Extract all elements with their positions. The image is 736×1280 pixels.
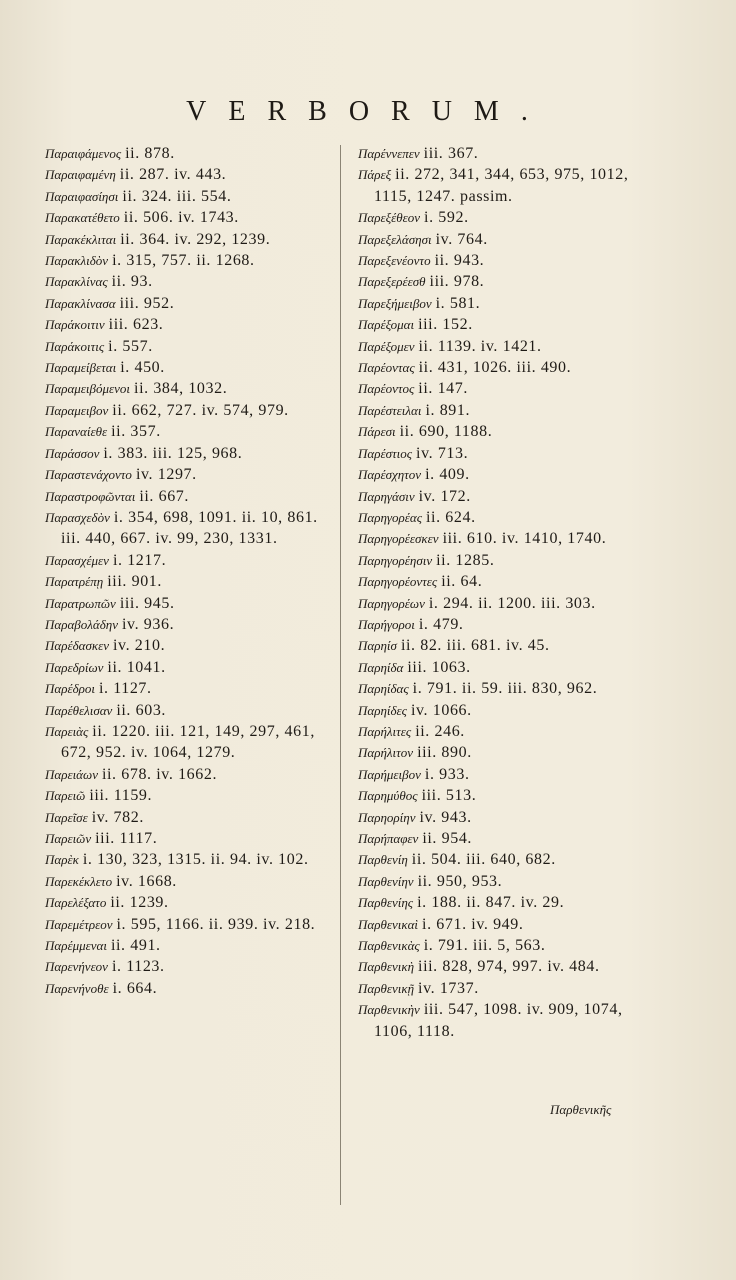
index-entry [45, 271, 327, 292]
index-entry [358, 378, 658, 399]
index-entry [358, 550, 658, 571]
entry-references: iii. 367. [423, 145, 479, 162]
index-entry [358, 742, 658, 763]
entry-headword: Παραιφαμένη [45, 167, 116, 183]
entry-references: iii. 952. [119, 294, 175, 312]
entry-headword: Παρήγοροι [358, 616, 415, 632]
entry-references: ii. 324. iii. 554. [122, 187, 232, 205]
index-entry [45, 229, 327, 250]
index-entry [358, 678, 658, 699]
entry-headword: Παρέδροι [45, 681, 95, 697]
index-entry [45, 378, 327, 399]
index-entry [45, 143, 327, 164]
index-entry [358, 764, 658, 785]
catchword: Παρθενικῆς [550, 1102, 612, 1117]
entry-references: iii. 610. iv. 1410, 1740. [442, 530, 607, 548]
index-entry [45, 486, 327, 507]
index-entry [45, 721, 327, 764]
entry-headword: Παρθενικῇ [358, 980, 415, 996]
entry-headword: Παρηγορέων [358, 595, 425, 611]
entry-references: ii. 950, 953. [417, 872, 503, 890]
index-entry [358, 999, 658, 1042]
index-entry [45, 293, 327, 314]
entry-references: i. 671. iv. 949. [422, 915, 524, 933]
entry-headword: Παρειάων [45, 766, 98, 782]
index-entry [45, 978, 327, 999]
entry-references: ii. 491. [110, 937, 161, 955]
index-entry [45, 849, 327, 870]
entry-references: ii. 1041. [107, 658, 166, 676]
index-entry [358, 614, 658, 635]
entry-references: i. 1127. [98, 680, 152, 698]
entry-references: iii. 513. [421, 787, 477, 805]
entry-headword: Παρειῶ [45, 788, 86, 804]
index-entry [358, 464, 658, 485]
entry-references: ii. 82. iii. 681. iv. 45. [400, 637, 550, 655]
entry-references: ii. 147. [418, 380, 468, 398]
index-entry [45, 764, 327, 785]
index-entry [358, 571, 658, 592]
entry-references: ii. 624. [425, 508, 476, 526]
entry-references: ii. 504. iii. 640, 682. [411, 851, 556, 869]
entry-headword: Παρήλιτες [358, 723, 412, 739]
entry-headword: Παραβολάδην [45, 616, 118, 632]
entry-headword: Παρθενίην [358, 873, 414, 889]
entry-headword: Παρέννεπεν [358, 146, 420, 161]
entry-references: i. 891. [425, 401, 471, 419]
entry-references: ii. 431, 1026. iii. 490. [418, 359, 572, 377]
index-entry [45, 186, 327, 207]
entry-headword: Παρεξερέεσθ [358, 274, 426, 290]
entry-headword: Παραιφασίησι [45, 188, 119, 204]
entry-references: iii. 828, 974, 997. iv. 484. [418, 958, 600, 976]
index-entry [358, 871, 658, 892]
entry-headword: Παρημύθος [358, 788, 418, 804]
entry-references: iii. 1063. [407, 658, 471, 676]
entry-references: i. 791. ii. 59. iii. 830, 962. [412, 680, 598, 698]
index-entry [45, 700, 327, 721]
index-entry [358, 336, 658, 357]
entry-references: i. 450. [120, 359, 165, 377]
entry-headword: Παρακατέθετο [45, 210, 120, 226]
entry-headword: Παρεξήμειβον [358, 295, 432, 311]
index-entry [45, 464, 327, 485]
index-entry [45, 164, 327, 185]
entry-headword: Παρέμμεναι [45, 938, 107, 954]
entry-references: i. 409. [425, 466, 470, 484]
entry-headword: Παρακλίνας [45, 274, 108, 290]
index-entry [45, 871, 327, 892]
index-entry [358, 892, 658, 913]
index-entry [45, 614, 327, 635]
entry-headword: Παρέξομαι [358, 317, 415, 333]
entry-references: iv. 210. [112, 637, 166, 655]
entry-headword: Παρεξενέοντο [358, 253, 431, 269]
entry-references: i. 592. [424, 209, 469, 227]
entry-references: i. 294. ii. 1200. iii. 303. [428, 594, 596, 612]
entry-references: iii. 547, 1098. iv. 909, 1074, 1106, 1118. [374, 1001, 623, 1040]
entry-references: iv. 764. [435, 230, 488, 248]
index-entry [358, 700, 658, 721]
index-entry [358, 443, 658, 464]
entry-references: iv. 1737. [418, 979, 479, 997]
entry-headword: Παρέοντος [358, 381, 415, 397]
entry-references: iv. 936. [121, 615, 175, 633]
index-entry [358, 143, 658, 164]
index-entry [358, 486, 658, 507]
entry-references: ii. 1285. [436, 551, 495, 569]
entry-headword: Παραστενάχοντο [45, 467, 132, 483]
index-entry [45, 956, 327, 977]
index-entry [358, 657, 658, 678]
entry-headword: Παρατρωπῶν [45, 595, 116, 611]
entry-headword: Πάρεξ [358, 167, 392, 183]
entry-headword: Παρειῶν [45, 831, 92, 846]
entry-headword: Παρηίσ [358, 638, 397, 654]
entry-headword: Παράκοιτιν [45, 317, 105, 333]
entry-references: iii. 623. [108, 316, 164, 334]
entry-references: i. 595, 1166. ii. 939. iv. 218. [116, 915, 316, 933]
entry-headword: Παρεξέθεον [358, 210, 421, 226]
entry-headword: Παρασχέμεν [45, 552, 109, 568]
index-entry [358, 507, 658, 528]
entry-headword: Παρήμειβον [358, 766, 421, 782]
entry-headword: Παρεμέτρεον [45, 916, 113, 932]
entry-references: i. 315, 757. ii. 1268. [112, 252, 255, 270]
entry-headword: Παρειὰς [45, 723, 89, 739]
entry-references: iv. 172. [418, 487, 471, 505]
entry-headword: Παρασχεδὸν [45, 509, 110, 525]
entry-headword: Παραιφάμενος [45, 146, 122, 161]
index-entry [45, 593, 327, 614]
entry-references: i. 130, 323, 1315. ii. 94. iv. 102. [82, 851, 309, 869]
index-entry [45, 357, 327, 378]
entry-references: ii. 64. [441, 573, 483, 591]
entry-headword: Παρηίδες [358, 702, 407, 718]
entry-references: i. 933. [424, 765, 470, 783]
entry-headword: Παρθενικὴν [358, 1002, 420, 1018]
entry-references: iii. 890. [417, 744, 472, 762]
entry-headword: Παρέθελισαν [45, 702, 113, 718]
entry-headword: Παρθενίης [358, 895, 414, 911]
entry-headword: Παραμειβόμενοι [45, 381, 131, 397]
index-entry [358, 314, 658, 335]
index-entry [45, 785, 327, 806]
index-entry [45, 443, 327, 464]
entry-references: ii. 943. [434, 252, 485, 270]
entry-headword: Παρηγορέεσκεν [358, 531, 439, 547]
index-entry [358, 271, 658, 292]
entry-headword: Παράκοιτις [45, 338, 105, 354]
entry-headword: Παρηγορέησιν [358, 552, 433, 568]
entry-headword: Παράσσον [45, 445, 100, 461]
index-entry [45, 400, 327, 421]
index-column-right [358, 143, 658, 1042]
entry-references: ii. 603. [116, 701, 167, 719]
entry-references: iii. 978. [429, 273, 485, 291]
index-entry [358, 828, 658, 849]
index-entry [45, 421, 327, 442]
index-entry [45, 892, 327, 913]
entry-headword: Παρενήνεον [45, 959, 108, 975]
entry-references: ii. 954. [422, 830, 473, 847]
entry-references: ii. 1239. [110, 894, 169, 912]
entry-headword: Παρακλιδὸν [45, 253, 109, 269]
entry-references: iii. 1117. [95, 830, 158, 847]
entry-headword: Παρηγορέας [358, 509, 422, 525]
index-entry [45, 678, 327, 699]
index-entry [45, 657, 327, 678]
running-header: VERBORUM. [186, 96, 550, 127]
entry-references: ii. 364. iv. 292, 1239. [120, 230, 271, 248]
index-entry [358, 293, 658, 314]
entry-headword: Παρεδρίων [45, 659, 104, 675]
entry-references: ii. 246. [415, 722, 465, 740]
entry-headword: Παρέοντας [358, 360, 415, 376]
index-entry [358, 978, 658, 999]
index-entry [358, 721, 658, 742]
entry-headword: Παρήλιτον [358, 745, 414, 761]
index-entry [358, 528, 658, 549]
entry-headword: Παρατρέπῃ [45, 574, 104, 590]
index-entry [45, 914, 327, 935]
entry-headword: Παρηορίην [358, 809, 416, 825]
index-entry [45, 336, 327, 357]
index-column-left [45, 143, 327, 999]
entry-headword: Παρεῖσε [45, 809, 88, 825]
entry-headword: Παραναίεθε [45, 424, 108, 440]
entry-references: i. 1217. [112, 551, 167, 569]
entry-references: ii. 678. iv. 1662. [101, 765, 218, 783]
index-entry [358, 593, 658, 614]
entry-references: i. 383. iii. 125, 968. [103, 444, 243, 462]
entry-references: iv. 1668. [116, 872, 177, 890]
index-entry [45, 550, 327, 571]
entry-headword: Παρέσχητον [358, 467, 422, 483]
entry-references: iii. 152. [418, 316, 473, 334]
index-entry [358, 807, 658, 828]
entry-references: ii. 93. [111, 273, 153, 291]
index-entry [358, 229, 658, 250]
entry-references: iii. 1159. [89, 787, 153, 805]
entry-headword: Παρηίδας [358, 681, 409, 697]
index-entry [358, 357, 658, 378]
index-entry [45, 207, 327, 228]
index-entry [358, 635, 658, 656]
entry-headword: Παρέξομεν [358, 338, 415, 354]
index-entry [358, 785, 658, 806]
index-entry [358, 164, 658, 207]
entry-headword: Παρακέκλιται [45, 231, 117, 247]
index-entry [45, 635, 327, 656]
index-entry [45, 250, 327, 271]
entry-headword: Παρακλίνασα [45, 295, 116, 311]
index-entry [358, 400, 658, 421]
entry-headword: Παρενήνοθε [45, 980, 109, 996]
index-entry [358, 421, 658, 442]
entry-headword: Πάρεσι [358, 424, 396, 440]
entry-headword: Παρέδασκεν [45, 638, 109, 654]
entry-references: i. 354, 698, 1091. ii. 10, 861. iii. 440, 667. iv. 99, 230, 1331. [61, 508, 318, 548]
index-entry [45, 571, 327, 592]
entry-references: iv. 1066. [410, 701, 472, 719]
entry-headword: Παρθενικὴ [358, 959, 415, 975]
entry-headword: Παρηγορέοντες [358, 574, 438, 590]
entry-headword: Παραμειβον [45, 402, 109, 418]
entry-headword: Παρὲκ [45, 852, 79, 868]
entry-headword: Παραστροφῶνται [45, 488, 136, 504]
index-entry [358, 250, 658, 271]
entry-references: ii. 662, 727. iv. 574, 979. [112, 401, 289, 419]
entry-references: i. 791. iii. 5, 563. [423, 937, 546, 955]
entry-references: ii. 384, 1032. [134, 380, 228, 398]
entry-references: i. 664. [112, 979, 158, 997]
entry-references: ii. 667. [139, 487, 190, 505]
index-entry [358, 935, 658, 956]
index-entry [358, 956, 658, 977]
index-entry [45, 828, 327, 849]
entry-references: i. 557. [108, 337, 153, 355]
entry-headword: Παρήπαφεν [358, 831, 419, 846]
index-entry [45, 935, 327, 956]
entry-references: iv. 943. [419, 808, 472, 826]
entry-references: ii. 357. [111, 423, 161, 441]
entry-references: i. 581. [435, 294, 481, 312]
entry-headword: Παρέστειλαι [358, 402, 422, 418]
entry-headword: Παρθενικαὶ [358, 916, 419, 932]
entry-references: ii. 690, 1188. [399, 423, 493, 441]
index-entry [358, 914, 658, 935]
entry-references: iii. 945. [119, 594, 175, 612]
index-entry [358, 207, 658, 228]
entry-references: i. 188. ii. 847. iv. 29. [417, 894, 565, 912]
entry-references: ii. 878. [125, 145, 175, 162]
entry-headword: Παρθενικὰς [358, 938, 420, 954]
entry-headword: Παρελέξατο [45, 895, 107, 911]
index-entry [45, 807, 327, 828]
entry-headword: Παρέστιος [358, 445, 413, 461]
entry-headword: Παρθενίη [358, 852, 408, 868]
entry-headword: Παρηίδα [358, 659, 404, 675]
entry-references: iii. 901. [107, 573, 163, 591]
entry-references: i. 1123. [111, 958, 165, 976]
entry-references: i. 479. [418, 615, 464, 633]
entry-references: iv. 782. [91, 808, 144, 826]
entry-references: ii. 1139. iv. 1421. [418, 337, 542, 355]
entry-headword: Παρεξελάσησι [358, 231, 432, 247]
entry-references: iv. 1297. [135, 466, 197, 484]
entry-headword: Παρεκέκλετο [45, 873, 113, 889]
index-entry [45, 507, 327, 550]
entry-headword: Παρηγάσιν [358, 488, 415, 504]
entry-references: ii. 1220. iii. 121, 149, 297, 461, 672, 952. iv. 1064, 1279. [61, 722, 315, 762]
entry-references: ii. 272, 341, 344, 653, 975, 1012, 1115, 1247. passim. [374, 166, 629, 205]
entry-references: iv. 713. [416, 444, 469, 462]
column-divider [340, 145, 341, 1205]
entry-references: ii. 287. iv. 443. [119, 166, 227, 184]
entry-references: ii. 506. iv. 1743. [123, 209, 239, 227]
index-entry [45, 314, 327, 335]
entry-headword: Παραμείβεται [45, 360, 117, 376]
index-entry [358, 849, 658, 870]
